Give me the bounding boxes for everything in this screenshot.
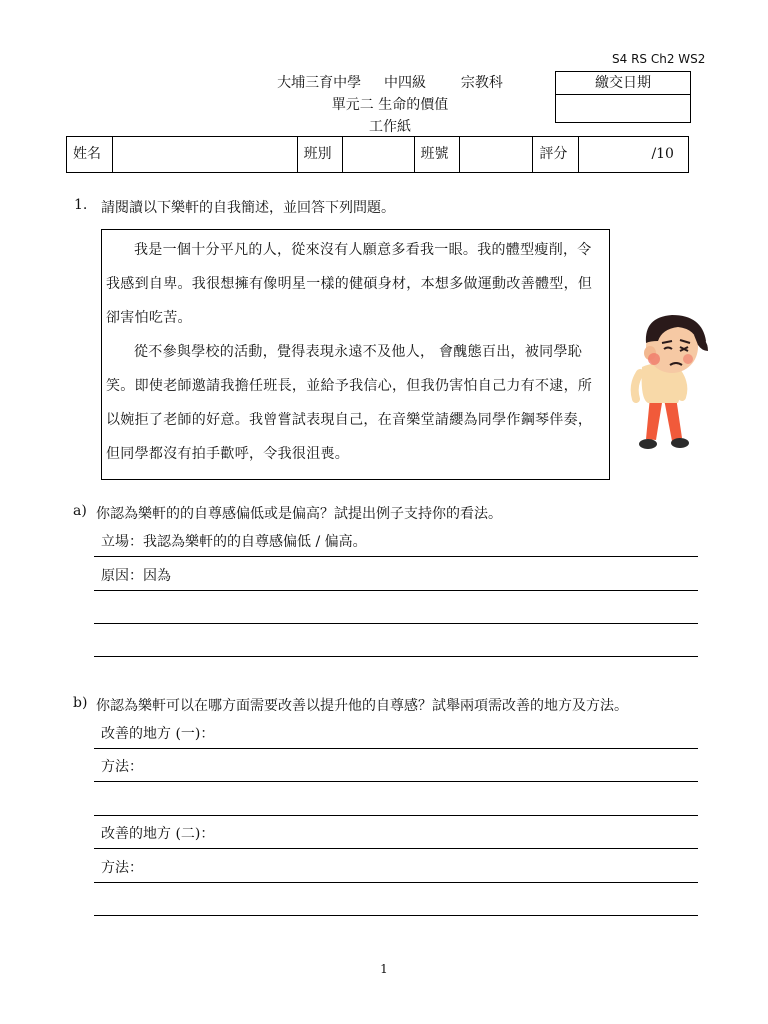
part-b-prompt: 你認為樂軒可以在哪方面需要改善以提升他的自尊感？試舉兩項需改善的地方及方法。 [96, 698, 628, 714]
submit-date-field[interactable] [556, 95, 690, 123]
class-number-field[interactable] [460, 137, 533, 172]
class-field[interactable] [343, 137, 414, 172]
answer-line[interactable] [94, 590, 698, 591]
sad-boy-illustration [628, 311, 710, 457]
answer-line[interactable] [94, 882, 698, 883]
class-number-label: 班號 [415, 137, 461, 172]
part-a-prompt: 你認為樂軒的的自尊感偏低或是偏高？試提出例子支持你的看法。 [96, 506, 502, 522]
answer-line[interactable] [94, 623, 698, 624]
answer-line[interactable] [94, 748, 698, 749]
name-label: 姓名 [67, 137, 113, 172]
submit-date-box [555, 71, 691, 123]
score-total: /10 [651, 146, 674, 162]
question-1-number: 1. [74, 197, 88, 213]
passage-box [101, 229, 610, 480]
passage-paragraph: 我是一個十分平凡的人，從來沒有人願意多看我一眼。我的體型瘦削，令我感到自卑。我很想擁有像明星一樣的健碩身材，本想多做運動改善體型，但卻害怕吃苦。 [106, 242, 593, 326]
answer-line[interactable] [94, 556, 698, 557]
part-b-area-1-label: 改善的地方 (一)： [101, 726, 215, 742]
passage-paragraph: 從不參與學校的活動，覺得表現永遠不及他人， 會醜態百出，被同學恥笑。即使老師邀請我擔任班長，並給予我信心，但我仍害怕自己力有不逮，所以婉拒了老師的好意。我曾嘗試表現自己，在音樂堂請纓為同學作鋼琴伴奏，但同學都沒有拍手歡呼，令我很沮喪。 [106, 344, 593, 462]
grade: 中四級 [384, 75, 426, 91]
part-a-label: a) [73, 503, 87, 519]
answer-line[interactable] [94, 815, 698, 816]
part-b-label: b) [73, 695, 88, 711]
question-1-prompt: 請閱讀以下樂軒的自我簡述，並回答下列問題。 [101, 200, 395, 216]
score-field[interactable] [579, 137, 688, 172]
worksheet-title: 工作紙 [369, 119, 411, 135]
score-label: 評分 [533, 137, 579, 172]
class-label: 班別 [298, 137, 344, 172]
document-code: S4 RS Ch2 WS2 [612, 52, 706, 66]
part-a-reason-label: 原因：因為 [101, 568, 171, 584]
subject: 宗教科 [460, 75, 503, 91]
submit-date-label: 繳交日期 [556, 72, 690, 95]
school-name: 大埔三育中學 [277, 75, 362, 91]
part-b-area-2-label: 改善的地方 (二)： [101, 826, 215, 842]
name-field[interactable] [113, 137, 298, 172]
student-info-table [66, 136, 689, 173]
answer-line[interactable] [94, 656, 698, 657]
answer-line[interactable] [94, 915, 698, 916]
unit-title: 單元二 生命的價值 [331, 97, 449, 113]
page-number: 1 [380, 962, 388, 976]
answer-line[interactable] [94, 781, 698, 782]
part-a-stance: 立場：我認為樂軒的的自尊感偏低 / 偏高。 [101, 534, 367, 550]
part-b-method-2-label: 方法： [101, 860, 143, 876]
header-school-line [200, 72, 580, 92]
answer-line[interactable] [94, 848, 698, 849]
part-b-method-1-label: 方法： [101, 759, 143, 775]
